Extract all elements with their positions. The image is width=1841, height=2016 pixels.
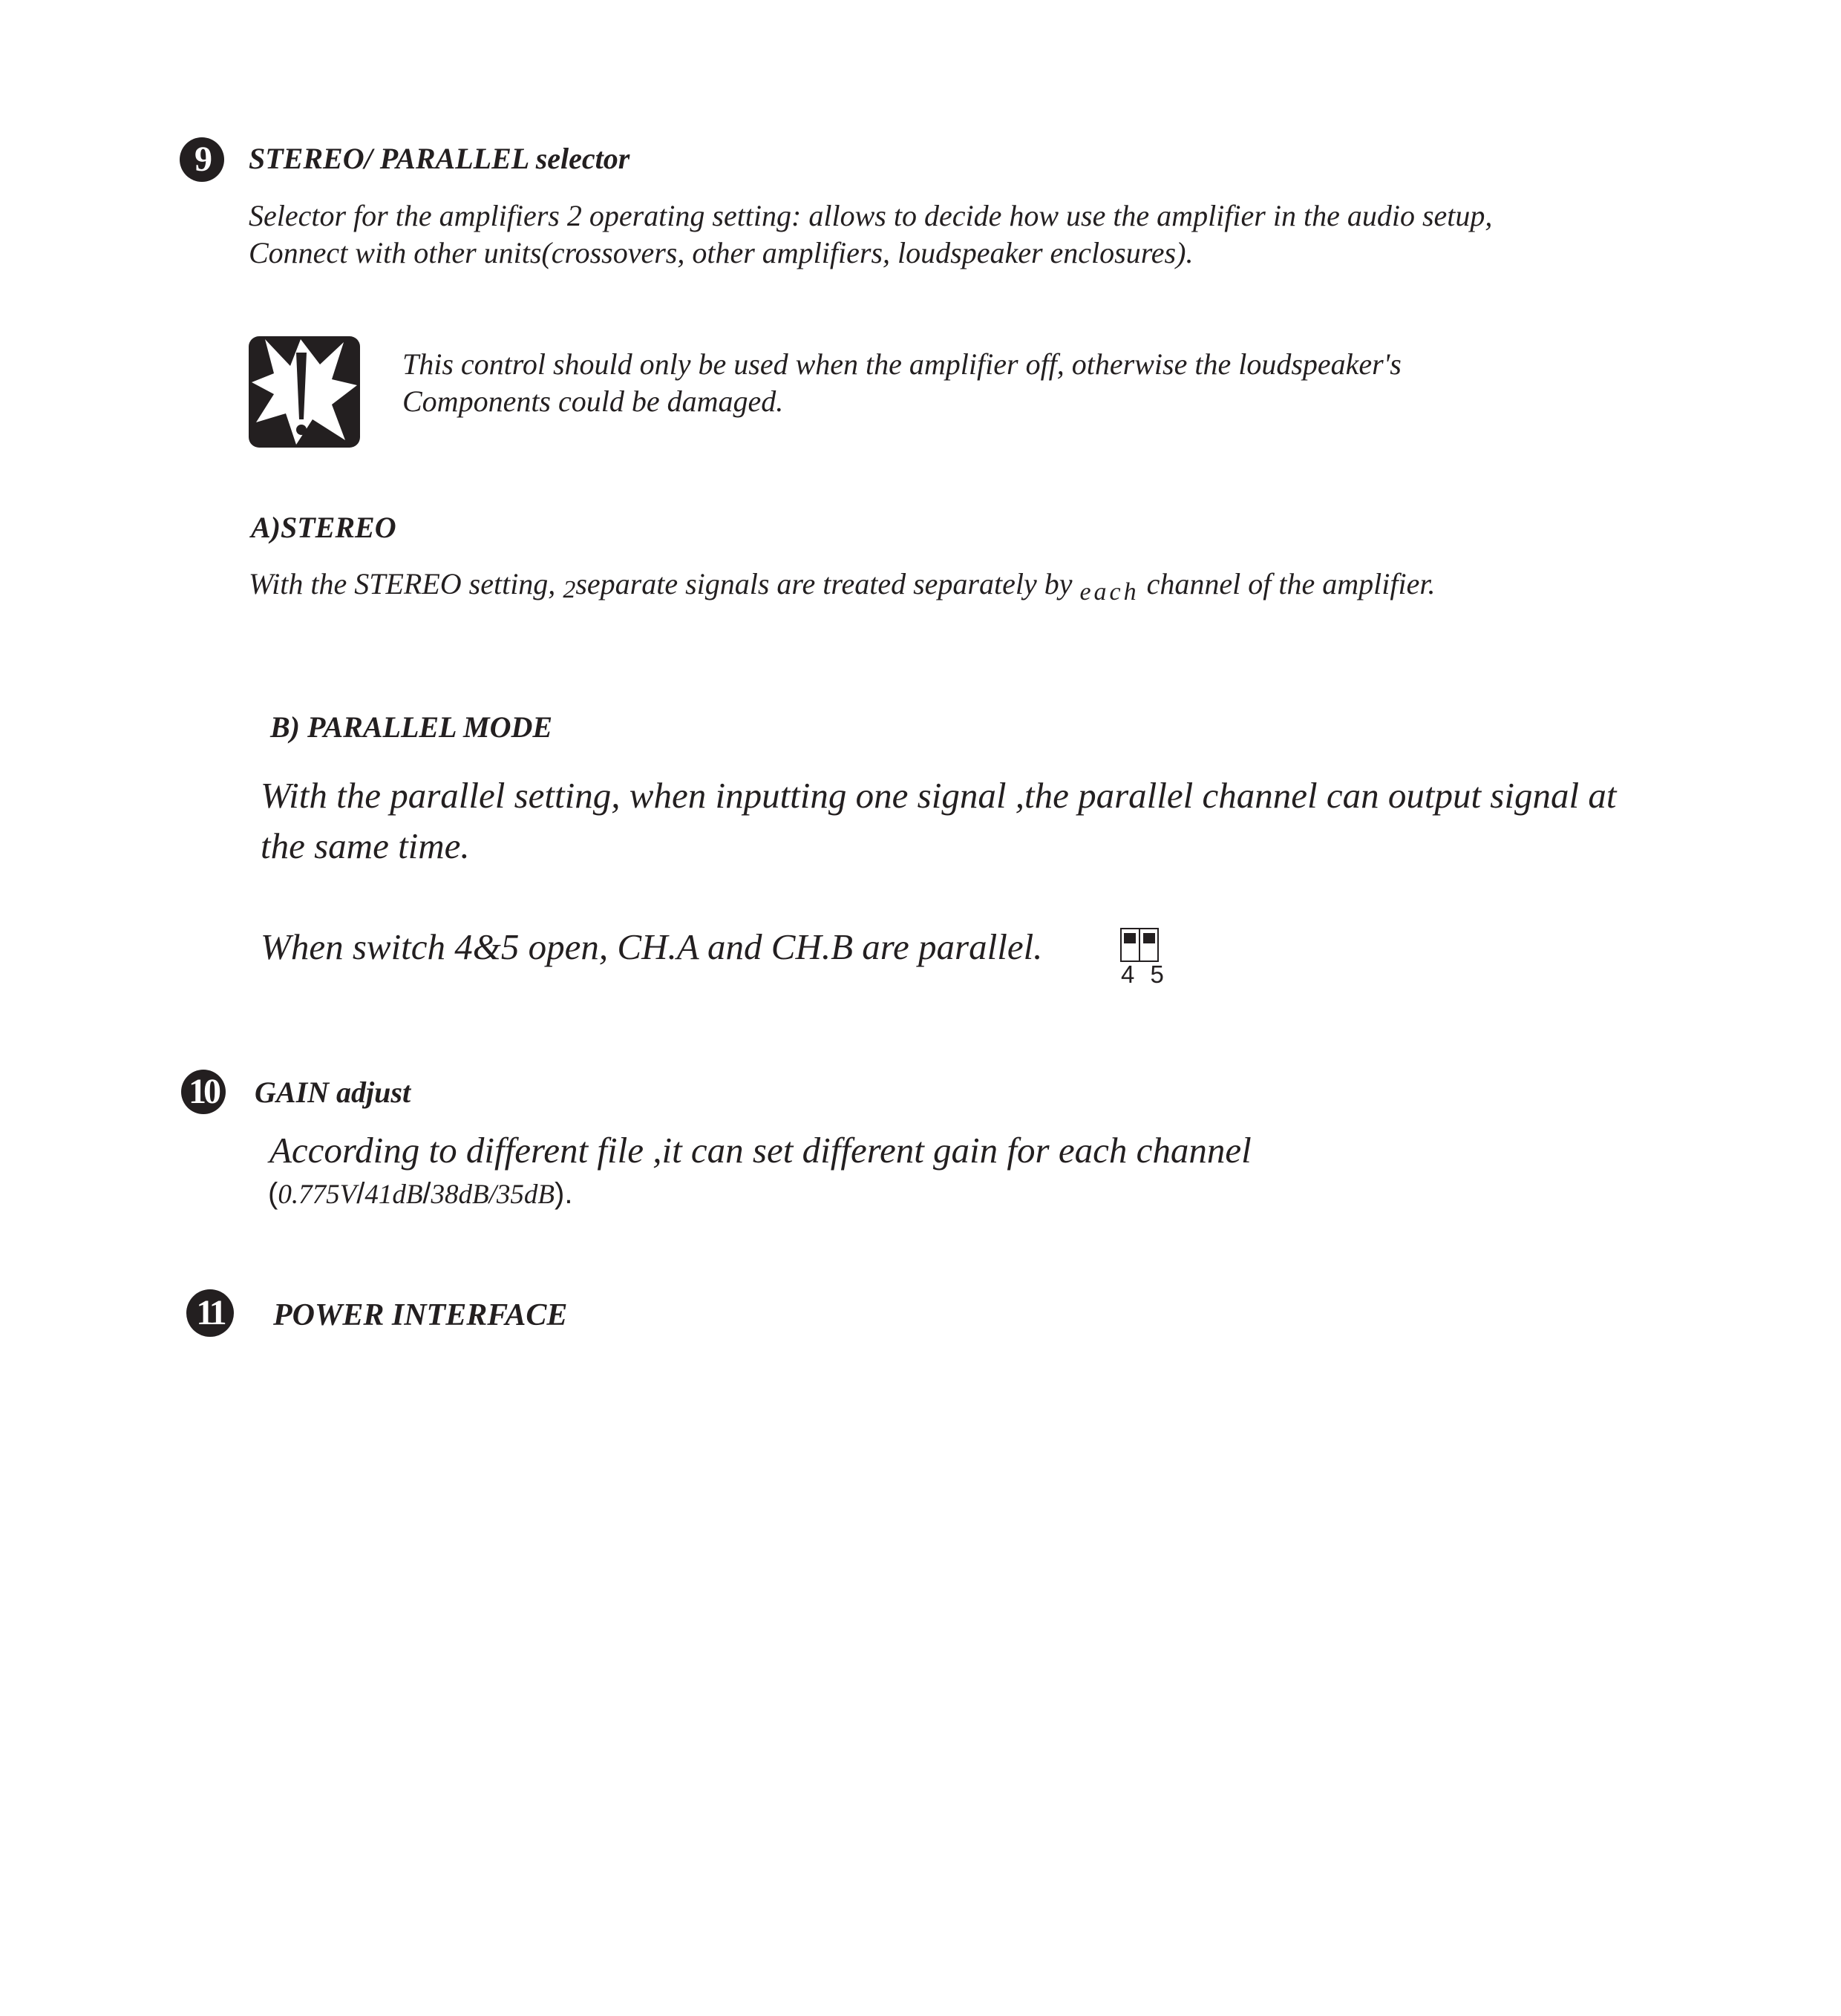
section-11-number-badge: 11 [186, 1289, 234, 1337]
gain-values: (0.775V/41dB/38dB/35dB). [268, 1177, 573, 1210]
dip-switch-4-knob [1124, 933, 1136, 943]
gain-description: According to different file ,it can set different gain for each channel [269, 1130, 1252, 1171]
parallel-description-line-2: the same time. [261, 825, 470, 866]
parallel-mode-heading: B) PARALLEL MODE [270, 710, 553, 744]
section-9-description-line-2: Connect with other units(crossovers, other amplifiers, loudspeaker enclosures). [249, 236, 1194, 269]
dip-switch-divider [1139, 929, 1140, 960]
section-9-number-badge: 9 [180, 137, 224, 182]
section-9-description-line-1: Selector for the amplifiers 2 operating setting: allows to decide how use the amplifier in the audio setup, [249, 199, 1493, 232]
parallel-description-line-1: With the parallel setting, when inputting one signal ,the parallel channel can output signal at [261, 775, 1617, 816]
stereo-description: With the STEREO setting, 2separate signals are treated separately by $_{each}$ channel of the amplifier. [249, 567, 1436, 606]
warning-text-line-2: Components could be damaged. [402, 384, 784, 418]
dip-switch-labels: 4 5 [1121, 960, 1168, 988]
section-11-title: POWER INTERFACE [273, 1298, 568, 1332]
stereo-heading: A)STEREO [251, 511, 396, 544]
parallel-switch-instruction: When switch 4&5 open, CH.A and CH.B are parallel. [261, 926, 1043, 967]
warning-text-line-1: This control should only be used when the amplifier off, otherwise the loudspeaker's [402, 347, 1402, 381]
section-9-title: STEREO/ PARALLEL selector [249, 142, 630, 175]
warning-exclamation-icon [249, 336, 360, 448]
section-10-number-badge: 10 [181, 1070, 226, 1114]
dip-switch-5-knob [1143, 933, 1155, 943]
dip-switch-4-5-icon [1120, 928, 1159, 962]
section-10-title: GAIN adjust [255, 1076, 411, 1109]
